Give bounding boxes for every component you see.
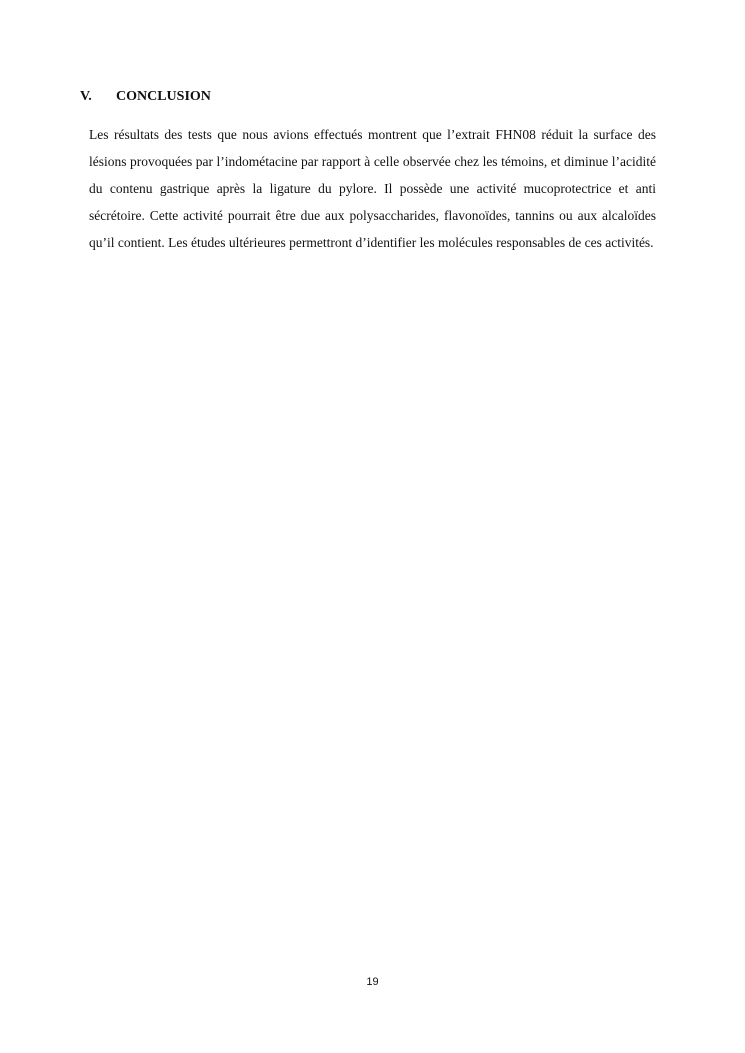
section-heading — [80, 88, 211, 106]
section-title: CONCLUSION — [116, 89, 211, 104]
conclusion-paragraph: Les résultats des tests que nous avions effectués montrent que l’extrait FHN08 réduit la surface des lésions provoquées par l’indométacine par rapport à celle observée chez les témoins, et diminue l’acidité du contenu gastrique après la ligature du pylore. Il possède une activité mucoprotectrice et anti sécrétoire. Cette activité pourrait être due aux polysaccharides, flavonoïdes, tannins ou aux alcaloïdes qu’il contient. Les études ultérieures permettront d’identifier les molécules responsables de ces activités. — [89, 127, 656, 250]
page-number: 19 — [366, 976, 379, 988]
section-number: V. — [80, 89, 92, 104]
